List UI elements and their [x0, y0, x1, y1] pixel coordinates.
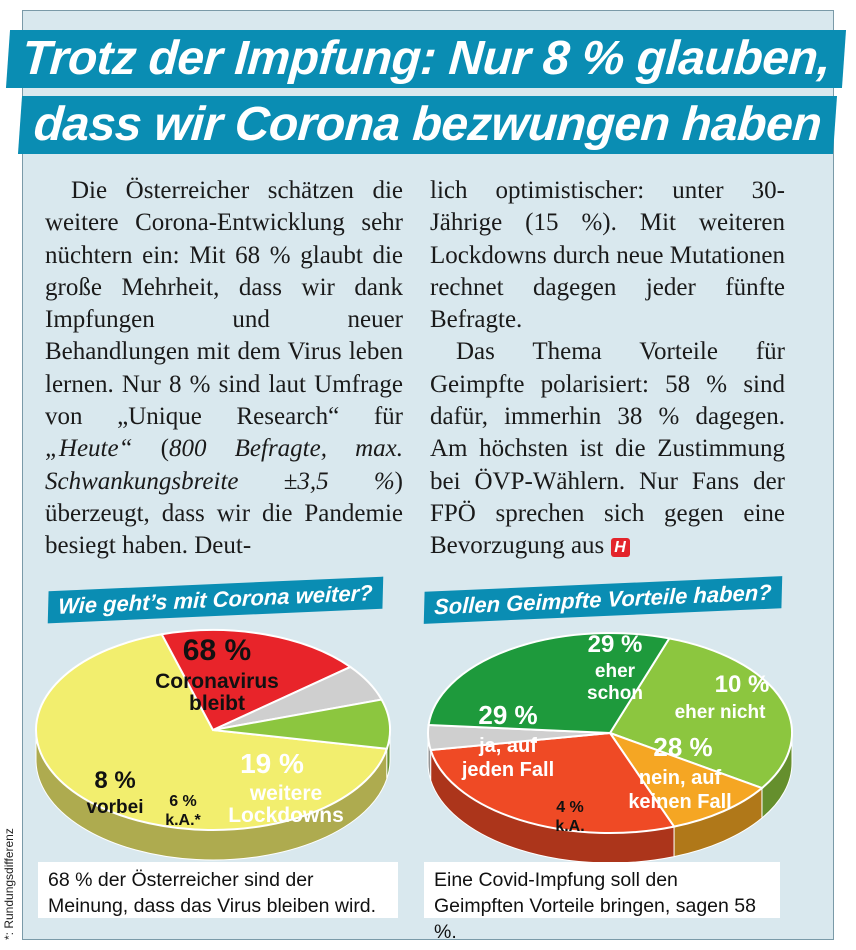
chart-1-caption: 68 % der Österreicher sind der Meinung, dass das Virus bleiben wird.	[38, 862, 398, 918]
article-paren-open: (	[132, 435, 169, 463]
headline-line-2: dass wir Corona bezwungen haben	[18, 96, 837, 154]
chart-2-caption: Eine Covid-Impfung soll den Geimpften Vorteile bringen, sagen 58 %.	[424, 862, 780, 918]
survey-details: 800 Befragte, max. Schwankungsbreite ±3,5 %	[45, 435, 404, 495]
article-text-c: Das Thema Vorteile für Geimpfte polarisiert: 58 % sind dafür, immerhin 38 % dagegen. Am höchsten ist die Zustimmung bei ÖVP-Wählern. Nur Fans der FPÖ sprechen sich gegen eine Bevorzugung aus	[430, 338, 785, 560]
footnote: *: Rundungsdifferenz	[2, 828, 16, 940]
pie2-label-value-eher-schon: 29 %	[587, 631, 643, 658]
pie1-label-bleibt: Coronavirus bleibt	[155, 670, 279, 715]
pie2-label-ka: 4 % k.A.	[555, 799, 585, 835]
pie1-label-value-bleibt: 68 %	[182, 634, 252, 667]
pie1-label-lockdowns: weitere Lockdowns	[228, 782, 344, 827]
chart-2-title: Sollen Geimpfte Vorteile haben?	[424, 576, 782, 624]
article-text-b: ) überzeugt, dass wir die Pandemie besiegt haben. Deut-	[45, 467, 403, 560]
pie2-label-value-eher-nicht: 10 %	[714, 671, 770, 698]
chart-1-title: Wie geht’s mit Corona weiter?	[48, 577, 383, 624]
headline-line-1: Trotz der Impfung: Nur 8 % glauben,	[6, 30, 846, 88]
pie2-label-value-nein: 28 %	[653, 732, 713, 762]
pie1-label-ka: 6 % k.A.*	[165, 793, 201, 829]
article-text-a: Die Österreicher schätzen die weitere Corona-Entwicklung sehr nüchtern ein: Mit 68 % glaubt die große Mehrheit, dass wir dank Impfungen und neuer Behandlungen mit dem Virus leben lernen. Nur 8 % sind laut Umfrage von „Unique Research“ für	[45, 177, 403, 431]
pie1-label-value-lockdowns: 19 %	[240, 748, 304, 779]
article-paragraph-1-continued: lich optimistischer: unter 30-Jährige (15 %). Mit weiteren Lockdowns durch neue Mutationen rechnet dagegen jeder fünfte Befragte.	[430, 177, 785, 334]
pie2-label-eher-schon: eher schon	[587, 661, 643, 704]
pie2-label-nein: nein, auf keinen Fall	[628, 767, 732, 813]
heute-logo-icon: H	[611, 538, 630, 557]
pie2-label-eher-nicht: eher nicht	[674, 702, 766, 723]
pie2-label-value-ja: 29 %	[478, 700, 538, 730]
pie2-label-ja: ja, auf jeden Fall	[461, 735, 555, 781]
pie1-label-vorbei: 8 % vorbei	[86, 767, 144, 818]
source-heute: „Heute“	[45, 435, 133, 463]
